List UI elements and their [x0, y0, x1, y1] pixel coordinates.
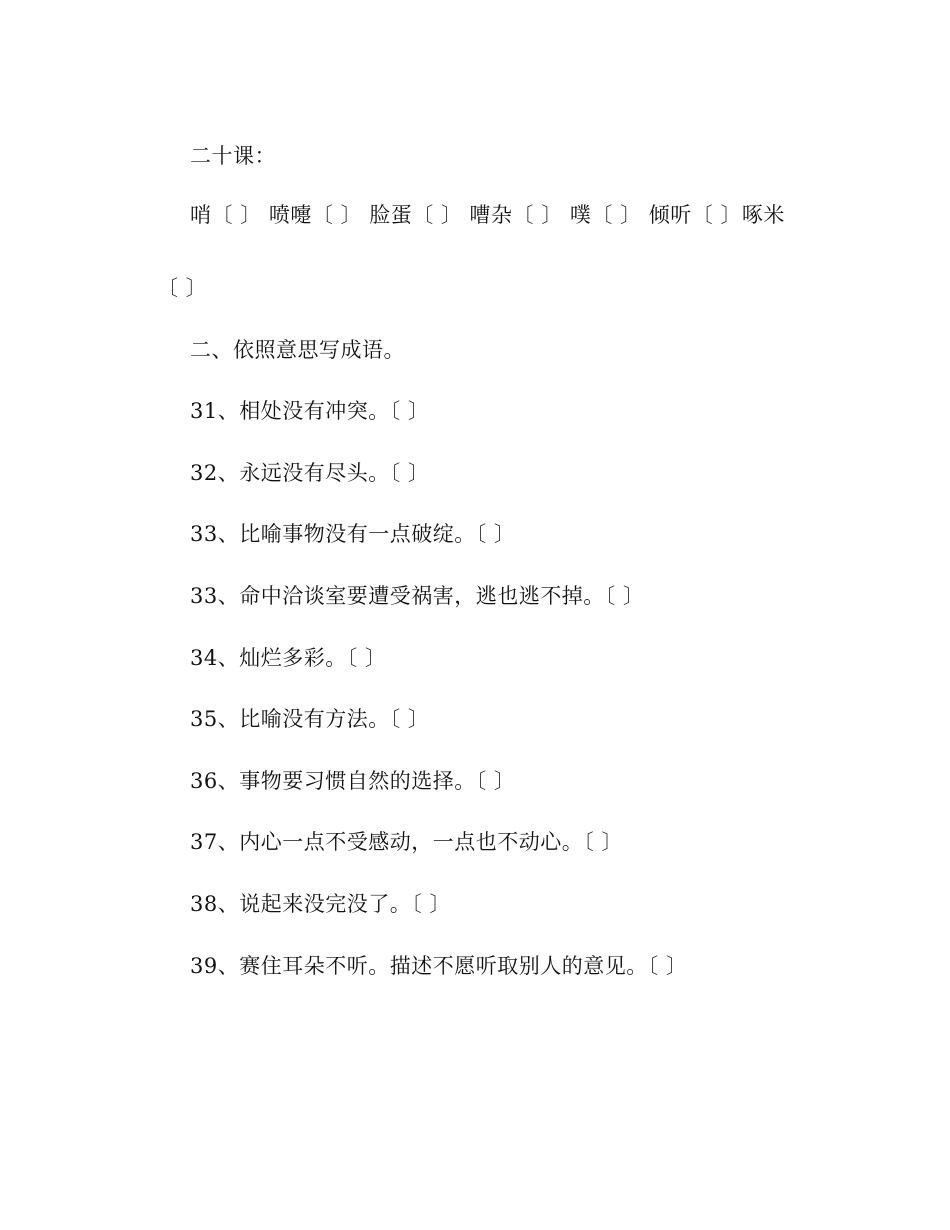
pinyin-words-continuation: 〔 〕: [157, 276, 208, 300]
exercise-heading: 二、依照意思写成语。: [190, 338, 405, 362]
exercise-item: 35、比喻没有方法。〔 〕: [190, 707, 430, 731]
exercise-item: 38、说起来没完没了。〔 〕: [190, 892, 451, 916]
section-title: 二十课：: [190, 144, 276, 168]
exercise-item: 32、永远没有尽头。〔 〕: [190, 461, 430, 485]
exercise-item: 33、命中洽谈室要遭受祸害，逃也逃不掉。〔 〕: [190, 584, 645, 608]
exercise-item: 33、比喻事物没有一点破绽。〔 〕: [190, 522, 516, 546]
exercise-item: 34、灿烂多彩。〔 〕: [190, 646, 387, 670]
exercise-item: 36、事物要习惯自然的选择。〔 〕: [190, 769, 516, 793]
exercise-item: 37、内心一点不受感动，一点也不动心。〔 〕: [190, 830, 623, 854]
exercise-item: 31、相处没有冲突。〔 〕: [190, 399, 430, 423]
exercise-item: 39、赛住耳朵不听。描述不愿听取别人的意见。〔 〕: [190, 954, 688, 978]
pinyin-words-line: 哨〔 〕 喷嚏〔 〕 脸蛋〔 〕 嘈杂〔 〕 噗〔 〕 倾听〔 〕啄米: [190, 203, 785, 227]
